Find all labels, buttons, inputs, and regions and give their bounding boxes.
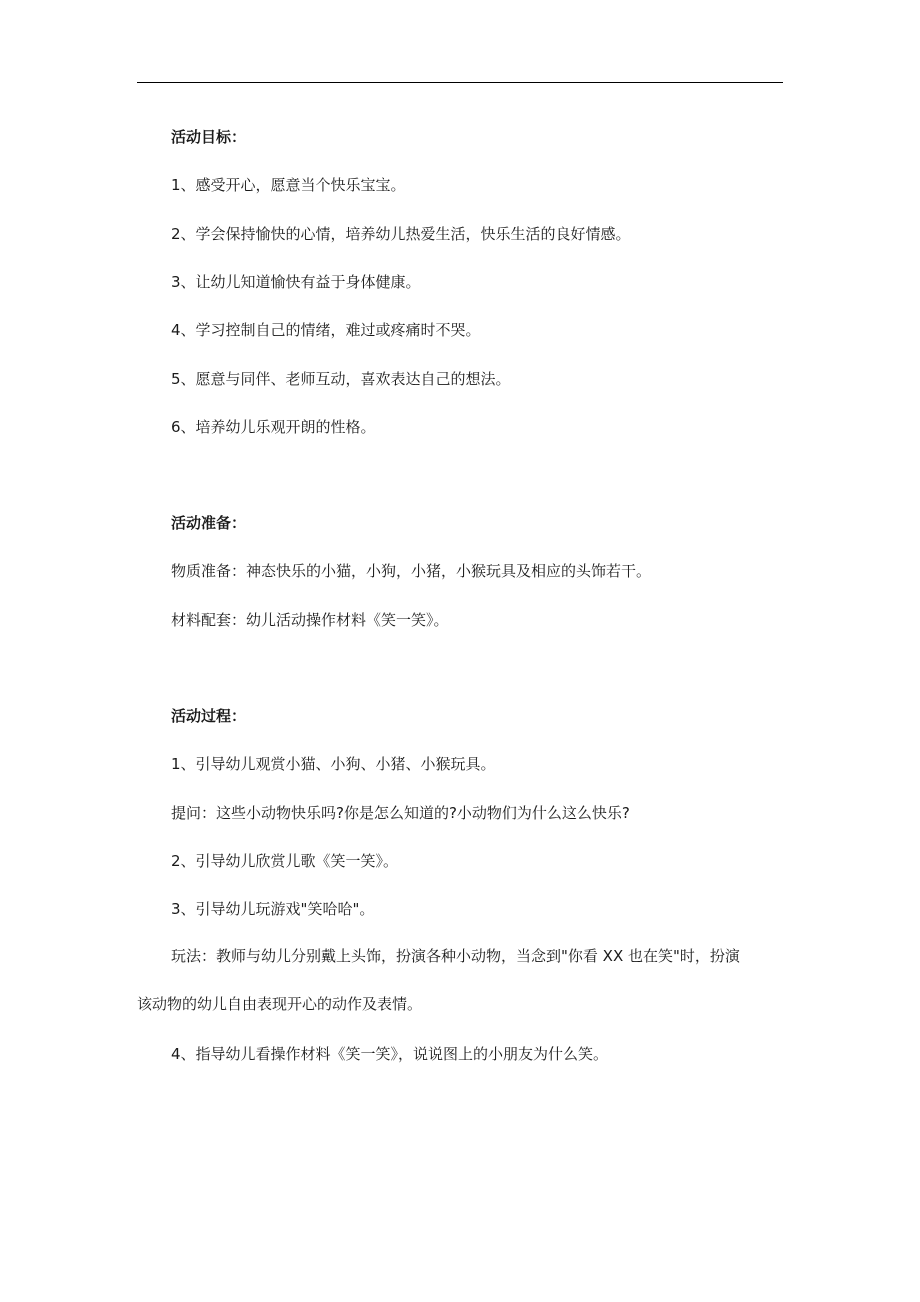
process-play-rules: 玩法：教师与幼儿分别戴上头饰，扮演各种小动物，当念到"你看 XX 也在笑"时，扮演: [171, 947, 740, 965]
process-play-rules-cont: 该动物的幼儿自由表现开心的动作及表情。: [137, 995, 423, 1013]
goals-item-6: 6、培养幼儿乐观开朗的性格。: [171, 418, 376, 436]
preparation-item-materials: 物质准备：神态快乐的小猫，小狗，小猪，小猴玩具及相应的头饰若干。: [171, 562, 652, 580]
goals-item-5: 5、愿意与同伴、老师互动，喜欢表达自己的想法。: [171, 370, 511, 388]
process-item-1: 1、引导幼儿观赏小猫、小狗、小猪、小猴玩具。: [171, 755, 496, 773]
goals-item-3: 3、让幼儿知道愉快有益于身体健康。: [171, 273, 421, 291]
process-item-4: 4、指导幼儿看操作材料《笑一笑》，说说图上的小朋友为什么笑。: [171, 1045, 609, 1063]
preparation-heading: 活动准备：: [171, 514, 247, 532]
preparation-item-kit: 材料配套：幼儿活动操作材料《笑一笑》。: [171, 611, 449, 629]
goals-item-1: 1、感受开心，愿意当个快乐宝宝。: [171, 176, 406, 194]
process-item-2: 2、引导幼儿欣赏儿歌《笑一笑》。: [171, 852, 399, 870]
goals-item-4: 4、学习控制自己的情绪，难过或疼痛时不哭。: [171, 321, 481, 339]
goals-item-2: 2、学会保持愉快的心情，培养幼儿热爱生活，快乐生活的良好情感。: [171, 225, 631, 243]
goals-heading: 活动目标：: [171, 128, 247, 146]
header-rule: [137, 82, 783, 83]
process-heading: 活动过程：: [171, 707, 247, 725]
process-item-3: 3、引导幼儿玩游戏"笑哈哈"。: [171, 900, 375, 918]
process-question: 提问：这些小动物快乐吗?你是怎么知道的?小动物们为什么这么快乐?: [171, 804, 630, 822]
